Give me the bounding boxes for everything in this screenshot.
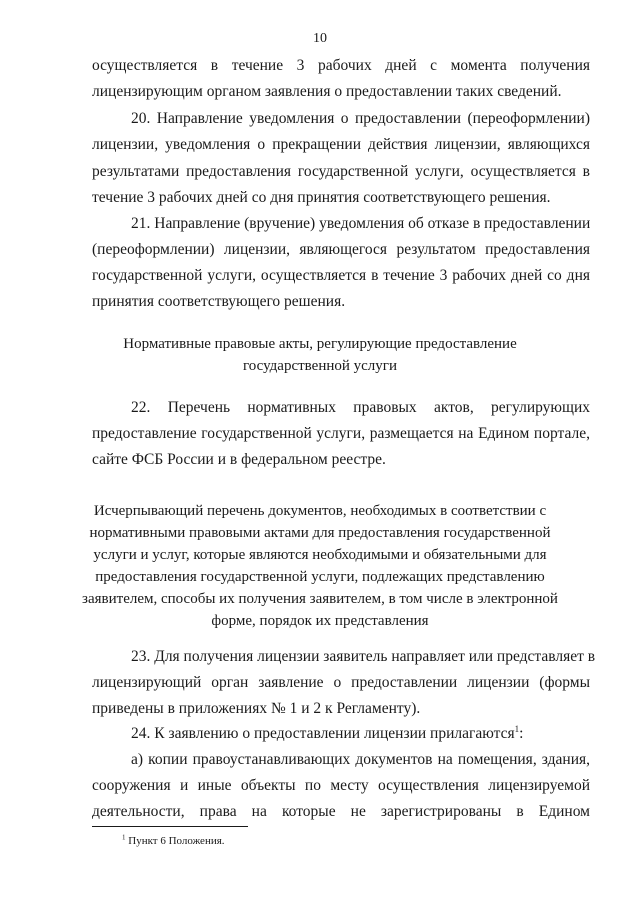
text-line: принятия соответствующего решения. (92, 293, 346, 310)
text-line: результатами предоставления государственной услуги, осуществляется в (92, 163, 590, 180)
text-line: лицензирующий орган заявление о предоставлении лицензии (формы (92, 674, 590, 691)
text-line: а) копии правоустанавливающих документов на помещения, здания, (131, 751, 590, 768)
text-line: деятельности, права на которые не зарегистрированы в Едином (92, 803, 590, 820)
text-line: 20. Направление уведомления о предоставлении (переоформлении) (131, 110, 590, 127)
line-24-text: 24. К заявлению о предоставлении лицензии прилагаются (131, 725, 515, 742)
footnote-number: 1 (122, 833, 126, 842)
section-heading-line: форме, порядок их представления (211, 613, 429, 629)
section-heading-line: услуги и услуг, которые являются необходимыми и обязательными для (93, 547, 547, 563)
text-line: лицензии, уведомления о прекращении действия лицензии, являющихся (92, 136, 590, 153)
footnote-reference[interactable]: 1 (514, 723, 520, 734)
page-number: 10 (313, 31, 327, 46)
section-heading-line: государственной услуги (243, 358, 397, 374)
text-line: сайте ФСБ России и в федеральном реестре. (92, 451, 386, 468)
text-line: предоставление государственной услуги, размещается на Едином портале, (92, 425, 590, 442)
text-line: 21. Направление (вручение) уведомления об отказе в предоставлении (131, 215, 591, 232)
section-heading-line: предоставления государственной услуги, подлежащих представлению (95, 569, 545, 585)
footnote-separator (92, 826, 248, 827)
text-line: 22. Перечень нормативных правовых актов, регулирующих (131, 399, 590, 416)
section-heading-line: заявителем, способы их получения заявителем, в том числе в электронной (82, 591, 558, 607)
text-line: приведены в приложениях № 1 и 2 к Регламенту). (92, 700, 421, 717)
text-line (131, 724, 590, 744)
footnote (122, 834, 225, 848)
text-line: сооружения и иные объекты по месту осуществления лицензируемой (92, 777, 590, 794)
text-line: государственной услуги, осуществляется в течение 3 рабочих дней со дня (92, 267, 590, 284)
line-24-colon: : (519, 725, 524, 742)
text-line: лицензирующим органом заявления о предоставлении таких сведений. (92, 83, 562, 100)
text-line: 23. Для получения лицензии заявитель направляет или представляет в (131, 648, 596, 665)
section-heading-line: нормативными правовыми актами для предоставления государственной (89, 525, 551, 541)
section-heading-line: Нормативные правовые акты, регулирующие предоставление (123, 336, 517, 352)
text-line: (переоформлении) лицензии, являющегося результатом предоставления (92, 241, 590, 258)
footnote-text: Пункт 6 Положения. (128, 835, 225, 847)
text-line: осуществляется в течение 3 рабочих дней с момента получения (92, 57, 590, 74)
text-line: течение 3 рабочих дней со дня принятия соответствующего решения. (92, 189, 551, 206)
section-heading-line: Исчерпывающий перечень документов, необходимых в соответствии с (93, 503, 547, 519)
